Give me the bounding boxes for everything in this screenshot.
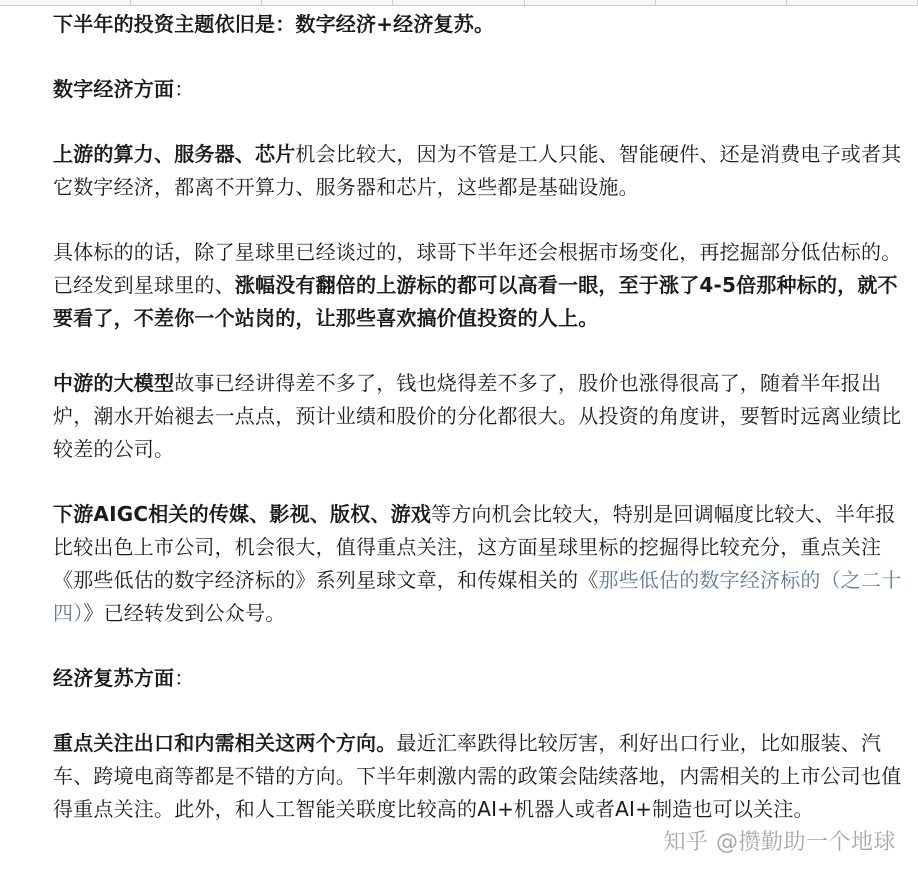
colon: ： bbox=[174, 666, 195, 690]
targets-highlight: 涨幅没有翻倍的上游标的都可以高看一眼，至于涨了4-5倍那种标的，就不要看了，不差你一个站岗的，让那些喜欢搞价值投资的人上。 bbox=[53, 273, 898, 330]
toolbar-cell bbox=[262, 0, 393, 6]
heading-digital-economy bbox=[53, 73, 903, 106]
toolbar-cell bbox=[131, 0, 262, 6]
theme-statement: 下半年的投资主题依旧是：数字经济+经济复苏。 bbox=[53, 12, 495, 36]
paragraph-targets bbox=[53, 236, 903, 335]
colon: ： bbox=[174, 77, 195, 101]
article-link[interactable]: 那些低估的数字经济标的（之二十四） bbox=[53, 568, 902, 625]
heading-economic-recovery-label: 经济复苏方面 bbox=[53, 666, 175, 690]
toolbar-cell bbox=[656, 0, 787, 6]
paragraph-downstream bbox=[53, 498, 903, 630]
zhihu-watermark: 知乎 @攒勤助一个地球 bbox=[663, 830, 896, 855]
upstream-text: 机会比较大，因为不管是工人只能、智能硬件、还是消费电子或者其它数字经济，都离不开算力、服务器和芯片，这些都是基础设施。 bbox=[53, 142, 902, 199]
paragraph-recovery bbox=[53, 727, 903, 826]
targets-text: 具体标的的话，除了星球里已经谈过的，球哥下半年还会根据市场变化，再挖掘部分低估标的。已经发到星球里的、 bbox=[53, 240, 902, 297]
article-body bbox=[53, 8, 903, 826]
toolbar-cell bbox=[787, 0, 918, 6]
paragraph-theme bbox=[53, 8, 903, 41]
downstream-text: 等方向机会比较大，特别是回调幅度比较大、半年报比较出色上市公司，机会很大，值得重点关注，这方面星球里标的挖掘得比较充分，重点关注《那些低估的数字经济标的》系列星球文章，和传媒相关的《 bbox=[53, 502, 896, 592]
heading-economic-recovery bbox=[53, 662, 903, 695]
downstream-text-end: 》已经转发到公众号。 bbox=[83, 601, 286, 625]
toolbar-cell bbox=[393, 0, 524, 6]
recovery-text: 最近汇率跌得比较厉害，利好出口行业，比如服装、汽车、跨境电商等都是不错的方向。下半年刺激内需的政策会陆续落地，内需相关的上市公司也值得重点关注。此外，和人工智能关联度比较高的AI+机器人或者AI+制造也可以关注。 bbox=[53, 731, 902, 821]
top-toolbar-strip bbox=[0, 0, 918, 6]
heading-digital-economy-label: 数字经济方面 bbox=[53, 77, 175, 101]
toolbar-cell bbox=[525, 0, 656, 6]
paragraph-upstream bbox=[53, 138, 903, 204]
recovery-highlight: 重点关注出口和内需相关这两个方向。 bbox=[53, 731, 397, 755]
upstream-highlight: 上游的算力、服务器、芯片 bbox=[53, 142, 296, 166]
downstream-highlight: 下游AIGC相关的传媒、影视、版权、游戏 bbox=[53, 502, 432, 526]
midstream-highlight: 中游的大模型 bbox=[53, 371, 175, 395]
paragraph-midstream bbox=[53, 367, 903, 466]
toolbar-cell bbox=[0, 0, 131, 6]
midstream-text: 故事已经讲得差不多了，钱也烧得差不多了，股价也涨得很高了，随着半年报出炉，潮水开始褪去一点点，预计业绩和股价的分化都很大。从投资的角度讲，要暂时远离业绩比较差的公司。 bbox=[53, 371, 902, 461]
